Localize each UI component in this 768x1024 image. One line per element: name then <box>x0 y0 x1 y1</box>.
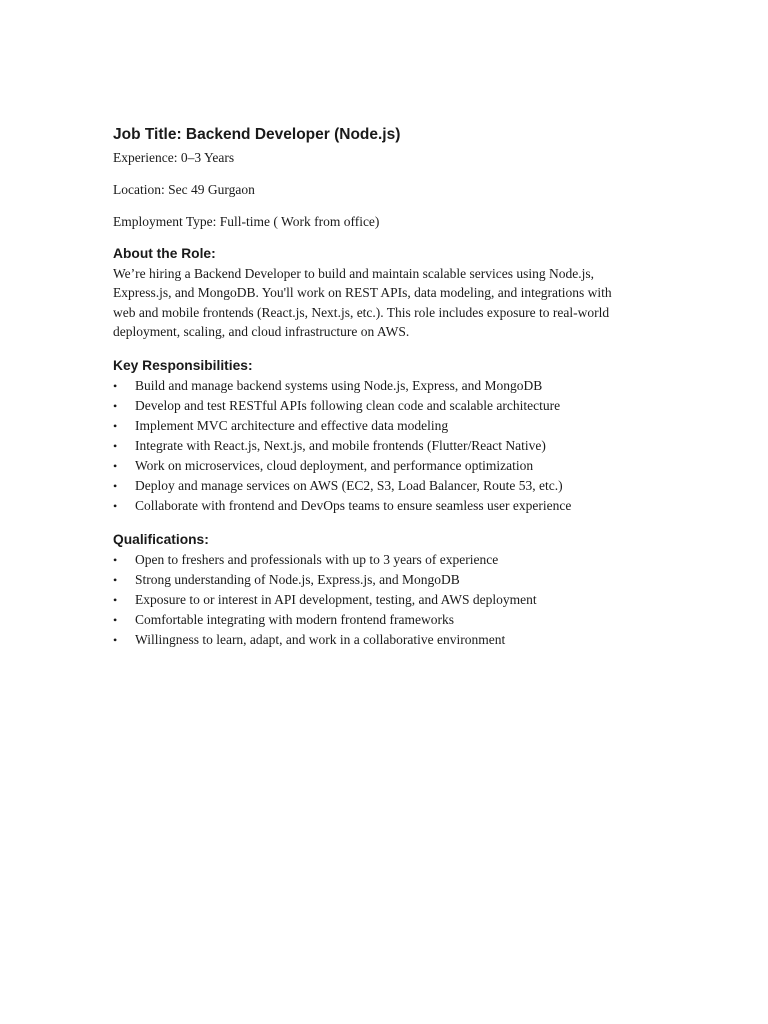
list-item-text: Build and manage backend systems using Node.js, Express, and MongoDB <box>135 377 543 393</box>
responsibilities-list <box>113 376 673 516</box>
bullet-icon: • <box>113 398 118 413</box>
bullet-icon: • <box>113 498 118 513</box>
qualifications-section <box>113 530 673 650</box>
bullet-icon: • <box>113 438 118 453</box>
bullet-icon: • <box>113 572 118 587</box>
responsibilities-section <box>113 356 673 516</box>
responsibilities-heading: Key Responsibilities: <box>113 357 253 373</box>
job-description-document <box>113 124 673 650</box>
list-item <box>113 496 673 516</box>
about-line: Express.js, and MongoDB. You'll work on REST APIs, data modeling, and integrations with <box>113 285 612 301</box>
about-section <box>113 244 673 342</box>
employment-type-line: Employment Type: Full-time ( Work from office) <box>113 214 380 229</box>
bullet-icon: • <box>113 592 118 607</box>
bullet-icon: • <box>113 612 118 627</box>
qualifications-heading: Qualifications: <box>113 531 209 547</box>
bullet-icon: • <box>113 478 118 493</box>
about-paragraph <box>113 264 673 342</box>
experience-line: Experience: 0–3 Years <box>113 150 235 165</box>
list-item <box>113 476 673 496</box>
list-item <box>113 570 673 590</box>
list-item <box>113 376 673 396</box>
location-line: Location: Sec 49 Gurgaon <box>113 182 255 197</box>
list-item <box>113 590 673 610</box>
bullet-icon: • <box>113 378 118 393</box>
list-item <box>113 436 673 456</box>
list-item-text: Strong understanding of Node.js, Express.js, and MongoDB <box>135 571 460 587</box>
bullet-icon: • <box>113 552 118 567</box>
bullet-icon: • <box>113 458 118 473</box>
qualifications-list <box>113 550 673 650</box>
list-item-text: Implement MVC architecture and effective data modeling <box>135 417 449 433</box>
bullet-icon: • <box>113 632 118 647</box>
about-line: We’re hiring a Backend Developer to build and maintain scalable services using Node.js, <box>113 266 595 281</box>
list-item-text: Willingness to learn, adapt, and work in a collaborative environment <box>135 631 506 647</box>
list-item <box>113 610 673 630</box>
list-item-text: Work on microservices, cloud deployment, and performance optimization <box>135 457 534 473</box>
about-line: web and mobile frontends (React.js, Next.js, etc.). This role includes exposure to real-world <box>113 304 610 320</box>
about-line: deployment, scaling, and cloud infrastructure on AWS. <box>113 324 410 340</box>
job-title: Job Title: Backend Developer (Node.js) <box>113 126 401 143</box>
list-item-text: Collaborate with frontend and DevOps teams to ensure seamless user experience <box>135 497 572 513</box>
list-item-text: Open to freshers and professionals with up to 3 years of experience <box>135 551 499 567</box>
list-item <box>113 416 673 436</box>
bullet-icon: • <box>113 418 118 433</box>
list-item <box>113 396 673 416</box>
list-item <box>113 456 673 476</box>
list-item-text: Comfortable integrating with modern frontend frameworks <box>135 611 455 627</box>
list-item-text: Integrate with React.js, Next.js, and mobile frontends (Flutter/React Native) <box>135 437 546 453</box>
about-heading: About the Role: <box>113 246 216 261</box>
list-item-text: Develop and test RESTful APIs following clean code and scalable architecture <box>135 397 561 413</box>
list-item <box>113 550 673 570</box>
list-item <box>113 630 673 650</box>
list-item-text: Exposure to or interest in API development, testing, and AWS deployment <box>135 591 537 607</box>
list-item-text: Deploy and manage services on AWS (EC2, S3, Load Balancer, Route 53, etc.) <box>135 477 563 493</box>
